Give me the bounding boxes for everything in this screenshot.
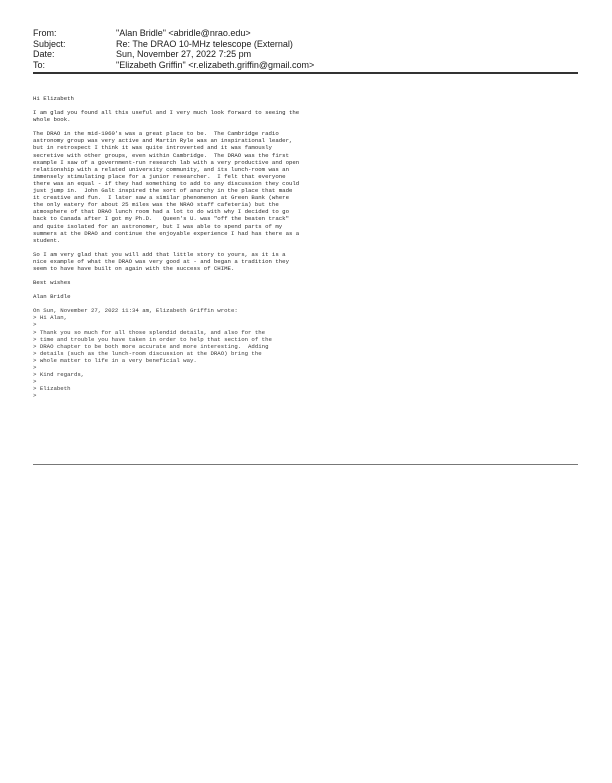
para-line: The DRAO in the mid-1960's was a great place to be. The Cambridge radio: [33, 130, 279, 138]
quote-line: >: [33, 364, 37, 371]
para-line: whole book.: [33, 116, 71, 124]
para-line: and quite isolated for an astronomer, but I was able to spend parts of my: [33, 222, 283, 230]
quote-line: >: [33, 392, 37, 400]
para-line: seem to have have built on again with the success of CHIME.: [33, 264, 235, 272]
header-divider: [33, 72, 578, 74]
paragraph-3: [33, 251, 593, 272]
para-line: there was an equal - if they had something to add to any discussion they could: [33, 179, 300, 187]
quote-line: >: [33, 378, 37, 386]
para-line: relationship with a related university community, and its lunch-room was an: [33, 165, 289, 173]
email-body: [33, 95, 593, 406]
to-value: "Elizabeth Griffin" <r.elizabeth.griffin@gmail.com>: [116, 59, 315, 70]
date-label: Date:: [33, 49, 55, 59]
quoted-message: [33, 307, 593, 399]
paragraph-1: [33, 109, 593, 123]
quote-line: > time and trouble you have taken in order to help that section of the: [33, 335, 272, 343]
para-line: immensely stimulating place for a junior researcher. I felt that everyone: [33, 172, 286, 180]
subject-row: [33, 39, 593, 50]
para-line: just jump in. John Galt inspired the sort of anarchy in the place that made: [33, 187, 293, 195]
quote-line: >: [33, 321, 37, 329]
para-line: astronomy group was very active and Martin Ryle was an inspirational leader,: [33, 137, 293, 145]
greeting: [33, 95, 593, 102]
para-line: student.: [33, 236, 61, 244]
from-row: [33, 28, 593, 39]
from-value: "Alan Bridle" <abridle@nrao.edu>: [116, 28, 251, 38]
para-line: example I saw of a government-run research lab with a very productive and open: [33, 158, 300, 166]
quote-line: > Thank you so much for all those splendid details, and also for the: [33, 328, 266, 336]
signature-line: Alan Bridle: [33, 293, 71, 301]
date-row: [33, 49, 593, 60]
signature: [33, 293, 593, 300]
para-line: but in retrospect I think it was quite introverted and it was famously: [33, 144, 272, 152]
para-line: the only eatery for about 25 miles was the NRAO staff cafeteria) but the: [33, 201, 279, 209]
footer-divider: [33, 464, 578, 465]
para-line: atmosphere of that DRAO lunch room had a lot to do with why I decided to go: [33, 208, 289, 216]
para-line: So I am very glad that you will add that little story to yours, as it is a: [33, 250, 286, 258]
para-line: secretive with other groups, even within Cambridge. The DRAO was the first: [33, 151, 289, 159]
closing-line: Best wishes: [33, 279, 71, 287]
quote-line: > DRAO chapter to be both more accurate and more interesting. Adding: [33, 342, 269, 350]
subject-label: Subject:: [33, 38, 66, 49]
closing: [33, 279, 593, 286]
to-row: [33, 60, 593, 71]
quote-line: On Sun, November 27, 2022 11:34 am, Elizabeth Griffin wrote:: [33, 307, 238, 315]
date-value: Sun, November 27, 2022 7:25 pm: [116, 49, 252, 59]
quote-line: > Elizabeth: [33, 385, 71, 393]
quote-line: > whole matter to life in a very beneficial way.: [33, 356, 197, 364]
email-header: [33, 28, 593, 70]
subject-value: Re: The DRAO 10-MHz telescope (External): [116, 38, 293, 49]
para-line: summers at the DRAO and continue the enjoyable experience I had has there as a: [33, 229, 300, 237]
para-line: I am glad you found all this useful and I very much look forward to seeing the: [33, 109, 300, 117]
greeting-line: Hi Elizabeth: [33, 95, 74, 102]
para-line: it creative and fun. I later saw a similar phenomenon at Green Bank (where: [33, 194, 289, 202]
quote-line: > Hi Alan,: [33, 314, 68, 322]
quote-line: > Kind regards,: [33, 371, 85, 379]
to-label: To:: [33, 59, 46, 70]
paragraph-2: [33, 130, 593, 244]
quote-line: > details (such as the lunch-room discussion at the DRAO) bring the: [33, 349, 262, 357]
para-line: back to Canada after I got my Ph.D. Queen's U. was "off the beaten track": [33, 215, 289, 223]
para-line: nice example of what the DRAO was very good at - and began a tradition they: [33, 257, 289, 265]
from-label: From:: [33, 28, 57, 38]
